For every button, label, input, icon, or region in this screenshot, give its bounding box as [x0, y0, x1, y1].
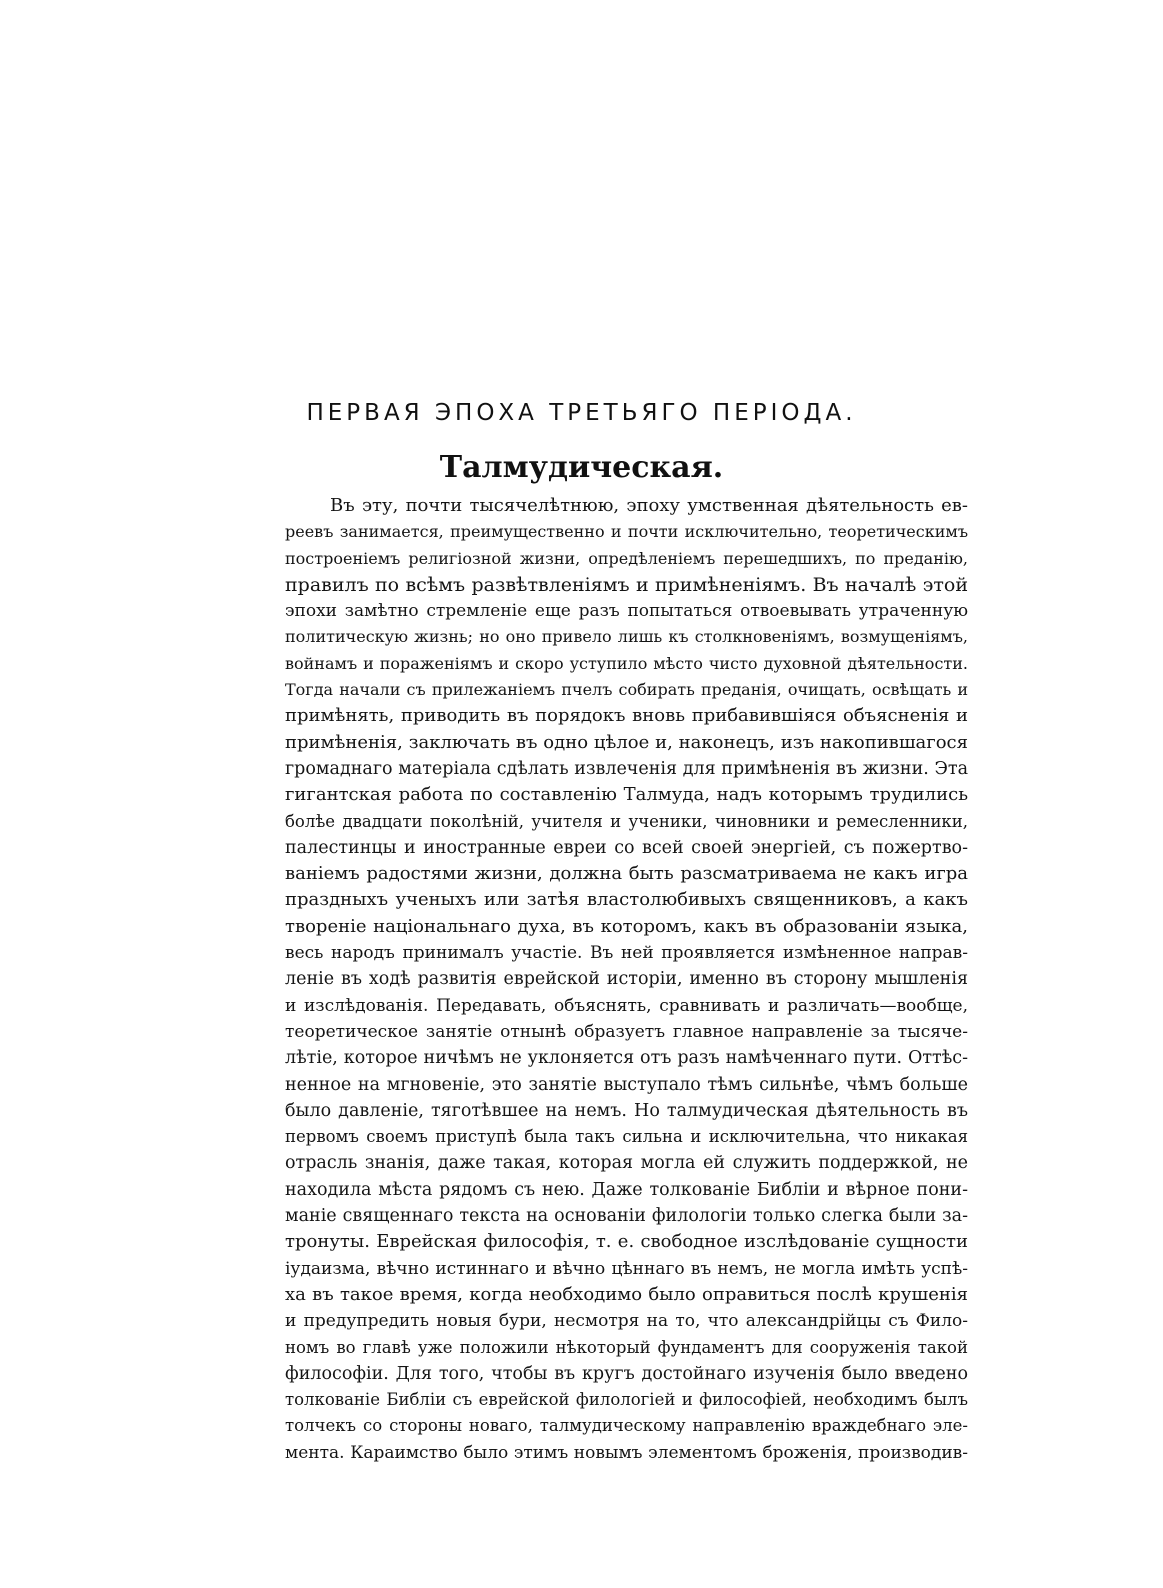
- text-line: ваніемъ радостями жизни, должна быть разсматриваема не какъ игра: [285, 863, 968, 885]
- text-line: эпохи замѣтно стремленіе еще разъ попытаться отвоевывать утраченную: [285, 601, 968, 622]
- text-line: реевъ занимается, преимущественно и почти исключительно, теоретическимъ: [285, 522, 968, 542]
- text-line: первомъ своемъ приступѣ была такъ сильна и исключительна, что никакая: [285, 1127, 968, 1147]
- text-line: Тогда начали съ прилежаніемъ пчелъ собирать преданія, очищать, освѣщать и: [285, 680, 968, 700]
- text-line: номъ во главѣ уже положили нѣкоторый фундаментъ для сооруженія такой: [285, 1337, 968, 1357]
- text-line: было давленіе, тяготѣвшее на немъ. Но талмудическая дѣятельность въ: [285, 1100, 968, 1121]
- text-line: твореніе національнаго духа, въ которомъ, какъ въ образованіи языка,: [285, 915, 968, 937]
- text-line: примѣнять, приводить въ порядокъ вновь прибавившіяся объясненія и: [285, 705, 968, 727]
- text-line: примѣненія, заключать въ одно цѣлое и, наконецъ, изъ накопившагося: [285, 731, 968, 753]
- text-line: и изслѣдованія. Передавать, объяснять, сравнивать и различать—вообще,: [285, 995, 968, 1016]
- text-line: леніе въ ходѣ развитія еврейской исторіи, именно въ сторону мышленія: [285, 969, 968, 990]
- text-line: тронуты. Еврейская философія, т. е. свободное изслѣдованіе сущности: [285, 1231, 968, 1253]
- text-line: теоретическое занятіе отнынѣ образуетъ главное направленіе за тысяче-: [285, 1021, 968, 1042]
- text-line: и предупредить новыя бури, несмотря на то, что александрійцы съ Фило-: [285, 1311, 968, 1332]
- text-line: гигантская работа по составленію Талмуда, надъ которымъ трудились: [285, 784, 968, 806]
- body-paragraph: [285, 493, 968, 1466]
- text-line: войнамъ и пораженіямъ и скоро уступило мѣсто чисто духовной дѣятельности.: [285, 653, 968, 673]
- text-line: толкованіе Библіи съ еврейской филологіей и философіей, необходимъ былъ: [285, 1390, 968, 1410]
- text-line: палестинцы и иностранные евреи со всей своей энергіей, съ пожертво-: [285, 837, 968, 858]
- text-line: іудаизма, вѣчно истиннаго и вѣчно цѣннаго въ немъ, не могла имѣть успѣ-: [285, 1258, 968, 1279]
- text-line: философіи. Для того, чтобы въ кругъ достойнаго изученія было введено: [285, 1363, 968, 1384]
- chapter-subheading: Талмудическая.: [439, 450, 724, 485]
- text-line: толчекъ со стороны новаго, талмудическому направленію враждебнаго эле-: [285, 1416, 968, 1436]
- text-line: маніе священнаго текста на основаніи филологіи только слегка были за-: [285, 1206, 968, 1227]
- text-line: громаднаго матеріала сдѣлать извлеченія для примѣненія въ жизни. Эта: [285, 758, 968, 779]
- text-line: Въ эту, почти тысячелѣтнюю, эпоху умственная дѣятельность ев-: [330, 495, 968, 516]
- text-line: отрасль знанія, даже такая, которая могла ей служить поддержкой, не: [285, 1153, 968, 1174]
- text-line: правилъ по всѣмъ развѣтвленіямъ и примѣненіямъ. Въ началѣ этой: [285, 573, 968, 596]
- text-line: построеніемъ религіозной жизни, опредѣленіемъ перешедшихъ, по преданію,: [285, 548, 968, 568]
- text-line: болѣе двадцати поколѣній, учителя и ученики, чиновники и ремесленники,: [285, 811, 968, 831]
- chapter-heading: ПЕРВАЯ ЭПОХА ТРЕТЬЯГО ПЕРІОДА.: [306, 400, 857, 426]
- text-line: ненное на мгновеніе, это занятіе выступало тѣмъ сильнѣе, чѣмъ больше: [285, 1074, 968, 1095]
- text-line: ха въ такое время, когда необходимо было оправиться послѣ крушенія: [285, 1283, 968, 1305]
- text-line: лѣтіе, которое ничѣмъ не уклоняется отъ разъ намѣченнаго пути. Оттѣс-: [285, 1048, 968, 1069]
- text-line: мента. Караимство было этимъ новымъ элементомъ броженія, производив-: [285, 1442, 968, 1463]
- text-line: находила мѣста рядомъ съ нею. Даже толкованіе Библіи и вѣрное пони-: [285, 1179, 968, 1200]
- text-line: праздныхъ ученыхъ или затѣя властолюбивыхъ священниковъ, а какъ: [285, 889, 968, 911]
- text-line: весь народъ принималъ участіе. Въ ней проявляется измѣненное направ-: [285, 943, 968, 964]
- text-line: политическую жизнь; но оно привело лишь къ столкновеніямъ, возмущеніямъ,: [285, 627, 968, 647]
